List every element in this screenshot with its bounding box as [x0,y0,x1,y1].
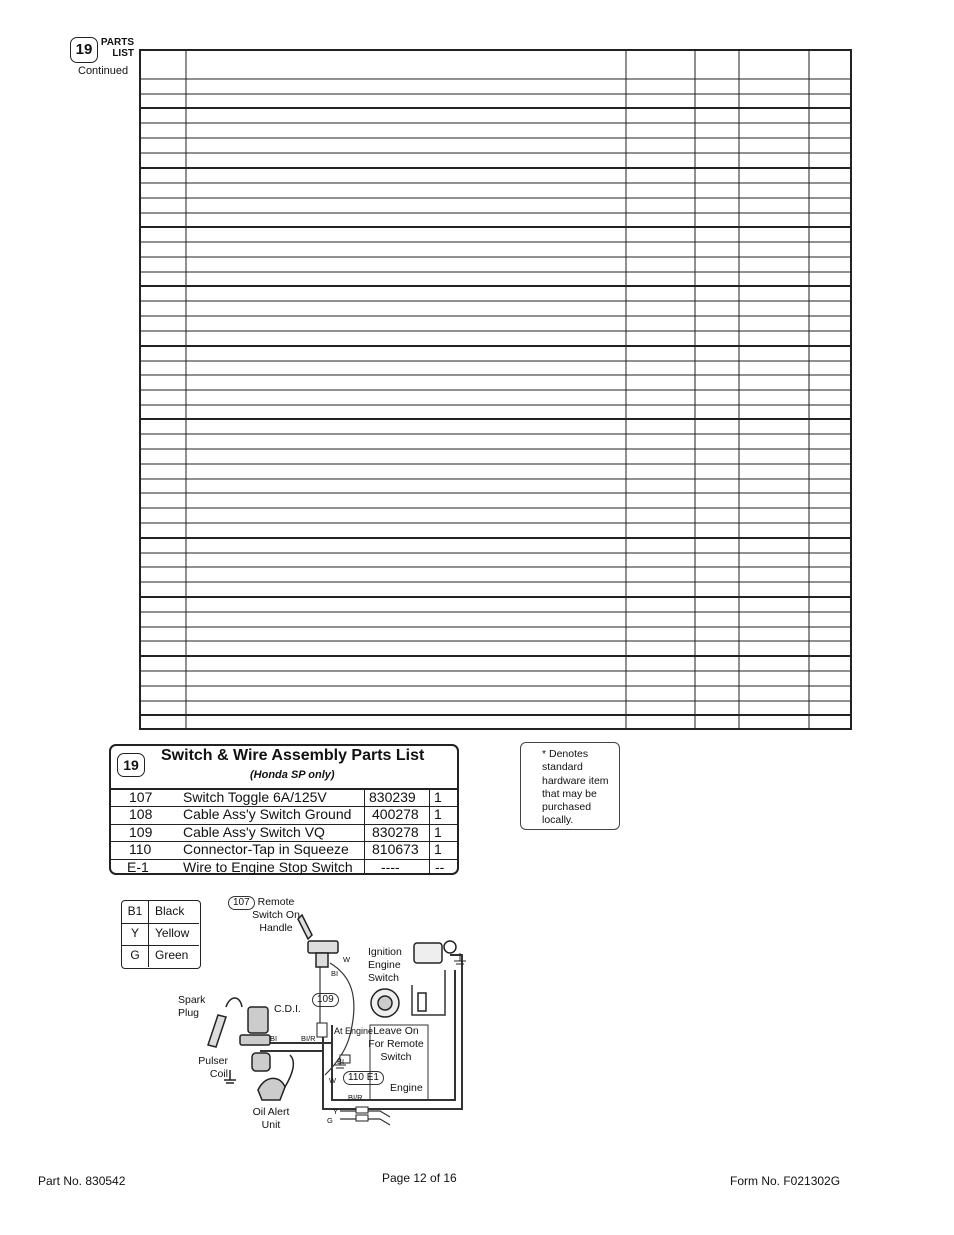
leave-on-line: Leave On [373,1025,419,1037]
continued-label: Continued [78,65,129,77]
pulser-coil-label [198,1055,228,1081]
remote-switch-line: Switch On [252,909,300,921]
part-no-cell: ---- [381,858,400,875]
grid-lines [141,51,850,728]
wire-label-w: W [329,1076,337,1085]
spark-plug-line: Plug [178,1007,200,1019]
switch-wire-parts-list [109,744,459,875]
switch-wire-title: Switch & Wire Assembly Parts List [161,747,425,764]
callout-110: 110 E1 [343,1071,384,1085]
description-cell: Switch Toggle 6A/125V [183,789,327,805]
oil-alert-line: Unit [261,1119,281,1131]
wire-label-g: G [327,1116,333,1125]
table-row [111,841,457,859]
part-no-cell: 400278 [372,806,419,823]
remote-switch-label [248,896,304,935]
ref-cell: 108 [129,806,153,823]
switch-wire-badge: 19 [117,753,145,777]
parts-list-grid [139,49,852,730]
ignition-line: Engine [368,959,401,971]
note-line: locally. [542,814,574,827]
ref-cell: E-1 [127,858,149,875]
footer-part-no: Part No. 830542 [38,1174,126,1188]
part-no-cell: 830239 [369,789,416,805]
table-row [111,806,457,824]
ref-cell: 109 [129,823,153,840]
leave-on-label [368,1025,424,1064]
table-row [111,789,457,807]
at-engine-label: At Engine [334,1026,374,1036]
description-cell: Cable Ass'y Switch Ground [183,806,352,823]
wire-label-bi: BI [270,1034,278,1043]
table-row [111,824,457,842]
qty-cell: 1 [434,841,442,858]
table-row [111,859,457,876]
wire-label-bi: BI [337,1057,345,1066]
description-cell: Connector-Tap in Squeeze [183,841,349,858]
section-badge: 19 [70,37,98,63]
legend-name: Black [155,904,185,918]
ignition-switch-label [368,946,402,985]
ref-cell: 107 [129,789,153,805]
hardware-note [520,742,620,830]
oil-alert-line: Oil Alert [252,1106,290,1118]
wire-label-bir: BI/R [301,1034,316,1043]
note-line: * Denotes [542,748,589,760]
cdi-label: C.D.I. [274,1003,301,1015]
parts-list-title [98,37,134,59]
switch-wire-subtitle: (Honda SP only) [250,769,335,781]
parts-title-line1: PARTS [100,37,134,48]
legend-divider [148,901,149,923]
pulser-coil-line: Coil [209,1068,228,1080]
legend-name: Green [155,948,189,962]
leave-on-line: For Remote [368,1038,424,1050]
spark-plug-label [178,994,205,1020]
pulser-coil-line: Pulser [198,1055,228,1067]
qty-cell: 1 [434,806,442,823]
description-cell: Cable Ass'y Switch VQ [183,823,325,840]
qty-cell: -- [435,858,445,875]
spark-plug-line: Spark [178,994,206,1006]
qty-cell: 1 [434,823,442,840]
callout-109: 109 [312,993,339,1007]
remote-switch-line: Handle [259,922,293,934]
part-no-cell: 810673 [372,841,419,858]
legend-code: B1 [127,904,143,918]
switch-wire-header [111,746,457,790]
legend-code: G [130,948,140,962]
note-line: hardware item [542,774,609,787]
engine-label: Engine [390,1082,423,1094]
wiring-diagram [180,895,475,1135]
wire-label-bi: BI [331,969,339,978]
parts-title-line2: LIST [112,48,134,59]
qty-cell: 1 [434,789,442,805]
note-line: purchased [542,801,592,814]
legend-divider [148,945,149,967]
ignition-line: Ignition [368,946,402,958]
legend-code: Y [130,926,139,940]
remote-switch-line: Remote [257,896,295,908]
note-line: that may be [542,787,597,800]
callout-107: 107 [228,896,255,910]
description-cell: Wire to Engine Stop Switch [183,858,353,875]
oil-alert-label [248,1106,294,1132]
footer-form-no: Form No. F021302G [730,1174,841,1188]
part-no-cell: 830278 [372,823,419,840]
wire-label-y: Y [333,1107,339,1116]
footer-page-number: Page 12 of 16 [382,1171,457,1185]
ignition-line: Switch [368,972,399,984]
ref-cell: 110 [129,841,152,858]
leave-on-line: Switch [380,1051,412,1063]
wire-label-bir: BI/R [348,1093,363,1102]
note-line: standard [542,761,583,774]
legend-divider [148,923,149,945]
wire-label-w: W [343,955,351,964]
legend-name: Yellow [155,926,190,940]
